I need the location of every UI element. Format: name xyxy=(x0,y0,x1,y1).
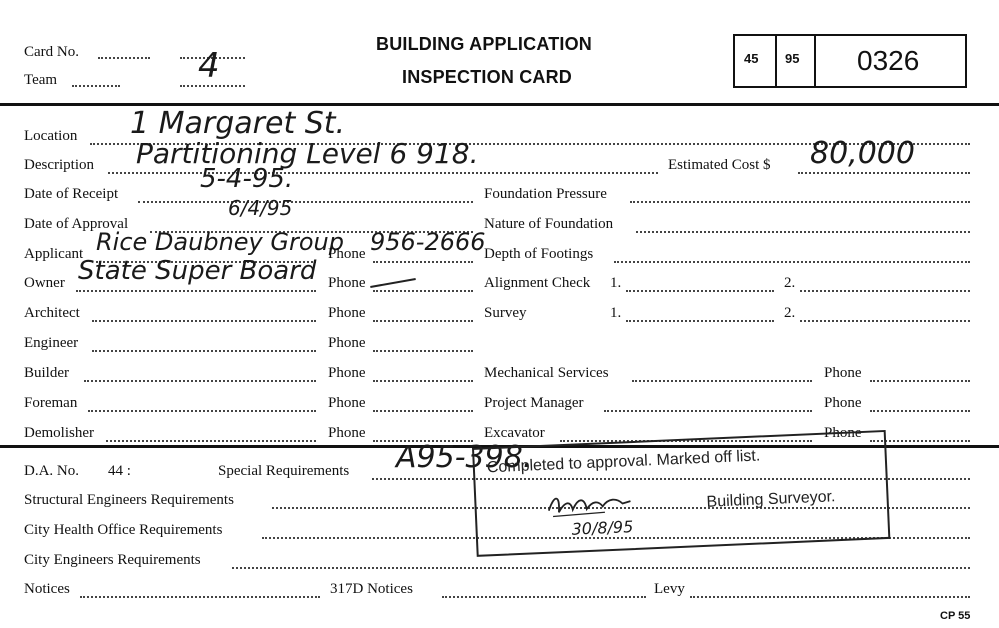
description-dots xyxy=(108,172,658,174)
date-of-approval-value: 6/4/95 xyxy=(228,196,293,220)
nature-of-foundation-dots xyxy=(636,231,970,233)
mechanical-services-phone-dots xyxy=(870,380,970,382)
demolisher-label: Demolisher xyxy=(24,425,94,441)
engineer-phone-label: Phone xyxy=(328,335,366,351)
owner-dots xyxy=(76,290,316,292)
team-label: Team xyxy=(24,72,58,88)
survey-2-dots xyxy=(800,320,970,322)
mechanical-services-label: Mechanical Services xyxy=(484,365,609,381)
special-requirements-label: Special Requirements xyxy=(218,463,350,479)
notices-dots xyxy=(80,596,320,598)
mechanical-services-phone-label: Phone xyxy=(824,365,862,381)
excavator-phone-label: Phone xyxy=(824,425,862,441)
foundation-pressure-dots xyxy=(630,201,970,203)
builder-phone-dots xyxy=(373,380,473,382)
stamp-line-1: Completed to approval. Marked off list. xyxy=(486,447,761,477)
builder-label: Builder xyxy=(24,365,69,381)
stamp-date: 30/8/95 xyxy=(571,517,634,539)
date-of-approval-label: Date of Approval xyxy=(24,216,129,232)
title-line-2: INSPECTION CARD xyxy=(402,67,573,87)
project-manager-phone-dots xyxy=(870,410,970,412)
card-number: 0326 xyxy=(857,45,920,76)
da-no-label: D.A. No. xyxy=(24,463,79,479)
survey-2: 2. xyxy=(784,305,796,321)
notices-label: Notices xyxy=(24,581,70,597)
foreman-dots xyxy=(88,410,316,412)
city-engineers-label: City Engineers Requirements xyxy=(24,552,201,568)
survey-label: Survey xyxy=(484,305,527,321)
card-no-label: Card No. xyxy=(24,44,79,60)
applicant-phone-value: 956-2666 xyxy=(370,228,486,256)
alignment-check-1-dots xyxy=(626,290,774,292)
demolisher-dots xyxy=(106,440,316,442)
location-value: 1 Margaret St. xyxy=(130,106,346,141)
owner-value: State Super Board xyxy=(78,256,317,286)
foreman-phone-label: Phone xyxy=(328,395,366,411)
applicant-label: Applicant xyxy=(24,246,84,262)
project-manager-phone-label: Phone xyxy=(824,395,862,411)
architect-label: Architect xyxy=(24,305,80,321)
engineer-label: Engineer xyxy=(24,335,79,351)
description-value: Partitioning Level 6 918. xyxy=(136,137,479,170)
stamp-line-2: Building Surveyor. xyxy=(706,488,836,511)
code-1: 45 xyxy=(744,51,759,66)
survey-1-dots xyxy=(626,320,774,322)
date-of-receipt-label: Date of Receipt xyxy=(24,186,119,202)
excavator-label: Excavator xyxy=(484,425,545,441)
notices-317d-label: 317D Notices xyxy=(330,581,413,597)
foreman-label: Foreman xyxy=(24,395,78,411)
engineer-dots xyxy=(92,350,316,352)
estimated-cost-label: Estimated Cost $ xyxy=(668,157,771,173)
estimated-cost-dots xyxy=(798,172,970,174)
project-manager-label: Project Manager xyxy=(484,395,584,411)
card-number-box xyxy=(733,34,967,88)
owner-phone-dash xyxy=(370,278,416,288)
levy-dots xyxy=(690,596,970,598)
levy-label: Levy xyxy=(654,581,685,597)
alignment-check-1: 1. xyxy=(610,275,622,291)
demolisher-phone-label: Phone xyxy=(328,425,366,441)
alignment-check-2-dots xyxy=(800,290,970,292)
engineer-phone-dots xyxy=(373,350,473,352)
alignment-check-2: 2. xyxy=(784,275,796,291)
architect-phone-label: Phone xyxy=(328,305,366,321)
foundation-pressure-label: Foundation Pressure xyxy=(484,186,607,202)
code-2: 95 xyxy=(785,51,800,66)
owner-phone-dots xyxy=(373,290,473,292)
estimated-cost-value: 80,000 xyxy=(810,136,915,171)
depth-of-footings-label: Depth of Footings xyxy=(484,246,594,262)
completion-stamp xyxy=(472,430,886,553)
date-of-receipt-dots xyxy=(138,201,473,203)
mechanical-services-dots xyxy=(632,380,812,382)
architect-dots xyxy=(92,320,316,322)
structural-label: Structural Engineers Requirements xyxy=(24,492,234,508)
applicant-phone-label: Phone xyxy=(328,246,366,262)
alignment-check-label: Alignment Check xyxy=(484,275,591,291)
form-code: CP 55 xyxy=(940,610,971,622)
builder-dots xyxy=(84,380,316,382)
applicant-phone-dots xyxy=(373,261,473,263)
description-label: Description xyxy=(24,157,94,173)
da-no-value: 44 : xyxy=(108,463,131,479)
builder-phone-label: Phone xyxy=(328,365,366,381)
applicant-value: Rice Daubney Group xyxy=(96,228,344,256)
code-divider-1 xyxy=(775,34,777,86)
city-engineers-dots xyxy=(232,567,970,569)
team-value: 4 xyxy=(198,46,220,86)
location-label: Location xyxy=(24,128,78,144)
team-dots xyxy=(72,85,120,87)
city-health-label: City Health Office Requirements xyxy=(24,522,223,538)
foreman-phone-dots xyxy=(373,410,473,412)
owner-phone-label: Phone xyxy=(328,275,366,291)
architect-phone-dots xyxy=(373,320,473,322)
owner-label: Owner xyxy=(24,275,65,291)
notices-317d-dots xyxy=(442,596,646,598)
project-manager-dots xyxy=(604,410,812,412)
date-of-receipt-value: 5-4-95. xyxy=(200,164,294,194)
nature-of-foundation-label: Nature of Foundation xyxy=(484,216,614,232)
special-requirements-value: A95-398. xyxy=(396,440,533,475)
card-no-dots xyxy=(98,57,150,59)
survey-1: 1. xyxy=(610,305,622,321)
depth-of-footings-dots xyxy=(614,261,970,263)
title-line-1: BUILDING APPLICATION xyxy=(376,34,592,54)
code-divider-2 xyxy=(814,34,816,86)
